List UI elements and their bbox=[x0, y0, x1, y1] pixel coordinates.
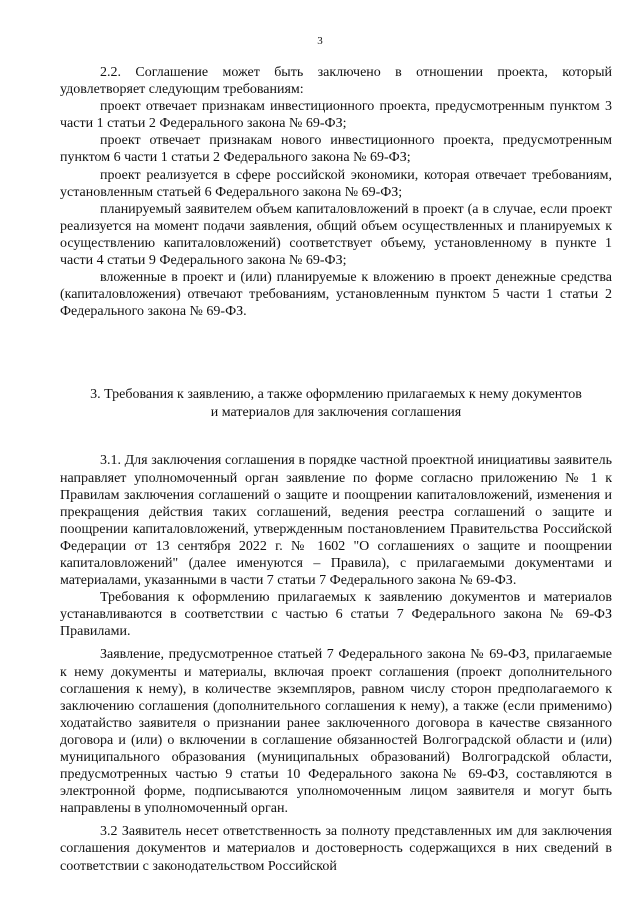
requirement-item: планируемый заявителем объем капиталовложений в проект (а в случае, если проект реализуется на момент подачи заявления, общий объем осуществленных и планируемых к осуществлению капиталовложений) соответствует объему, установленному в пункте 1 части 4 статьи 9 Федерального закона № 69-ФЗ; bbox=[60, 201, 612, 269]
requirement-item: проект реализуется в сфере российской экономики, которая отвечает требованиям, установленным статьей 6 Федерального закона № 69-ФЗ; bbox=[60, 167, 612, 200]
paragraph-formatting-requirements: Требования к оформлению прилагаемых к заявлению документов и материалов устанавливаются в соответствии с частью 6 статьи 7 Федерального закона № 69-ФЗ Правилами. bbox=[60, 590, 612, 640]
requirement-item: вложенные в проект и (или) планируемые к вложению в проект денежные средства (капиталовложения) отвечают требованиям, установленным пунктом 5 части 1 статьи 2 Федерального закона № 69-ФЗ. bbox=[60, 270, 612, 320]
requirement-item: проект отвечает признакам инвестиционного проекта, предусмотренным пунктом 3 части 1 статьи 2 Федерального закона № 69-ФЗ; bbox=[60, 99, 612, 132]
paragraph-3-1: 3.1. Для заключения соглашения в порядке частной проектной инициативы заявитель направляет уполномоченный орган заявление по форме согласно приложению № 1 к Правилам заключения соглашений о защите и поощрении капиталовложений, изменения и прекращения действия таких соглашений, ведения реестра соглашений о защите и поощрении капиталовложений, утвержденным постановлением Правительства Российской Федерации от 13 сентября 2022 г. № 1602 "О соглашениях о защите и поощрении капиталовложений" (далее именуются – Правила), с прилагаемыми документами и материалами, указанными в части 7 статьи 7 Федерального закона № 69-ФЗ. bbox=[60, 453, 612, 589]
section-2 bbox=[60, 64, 612, 320]
page-number: 3 bbox=[317, 35, 323, 47]
paragraph-3-2: 3.2 Заявитель несет ответственность за полноту представленных им для заключения соглашения документов и материалов и достоверность содержащихся в них сведений в соответствии с законодательством Российской bbox=[60, 824, 612, 874]
section-3 bbox=[60, 452, 612, 874]
paragraph-application: Заявление, предусмотренное статьей 7 Федерального закона № 69-ФЗ, прилагаемые к нему документы и материалы, включая проект соглашения (проект дополнительного соглашения к нему), в количестве экземпляров, равном числу сторон предполагаемого к заключению соглашения (дополнительного соглашения к нему), а также (если применимо) ходатайство заявителя о признании ранее заключенного договора в качестве связанного договора и (или) о включении в соглашение обязанностей Волгоградской области и (или) муниципального образования (муниципальных образований) Волгоградской области, предусмотренных частью 9 статьи 10 Федерального закона№ 69-ФЗ, составляются в электронной форме, подписываются уполномоченным лицом заявителя и могут быть направлены в уполномоченный орган. bbox=[60, 647, 612, 817]
document-body bbox=[60, 64, 612, 875]
section-3-heading-line-1: 3. Требования к заявлению, а также оформлению прилагаемых к нему документов bbox=[90, 387, 582, 403]
section-3-heading bbox=[60, 386, 612, 422]
paragraph-2-2: 2.2. Соглашение может быть заключено в отношении проекта, который удовлетворяет следующим требованиям: bbox=[60, 65, 612, 98]
requirement-item: проект отвечает признакам нового инвестиционного проекта, предусмотренным пунктом 6 части 1 статьи 2 Федерального закона № 69-ФЗ; bbox=[60, 133, 612, 166]
section-3-heading-line-2: и материалов для заключения соглашения bbox=[210, 405, 462, 421]
